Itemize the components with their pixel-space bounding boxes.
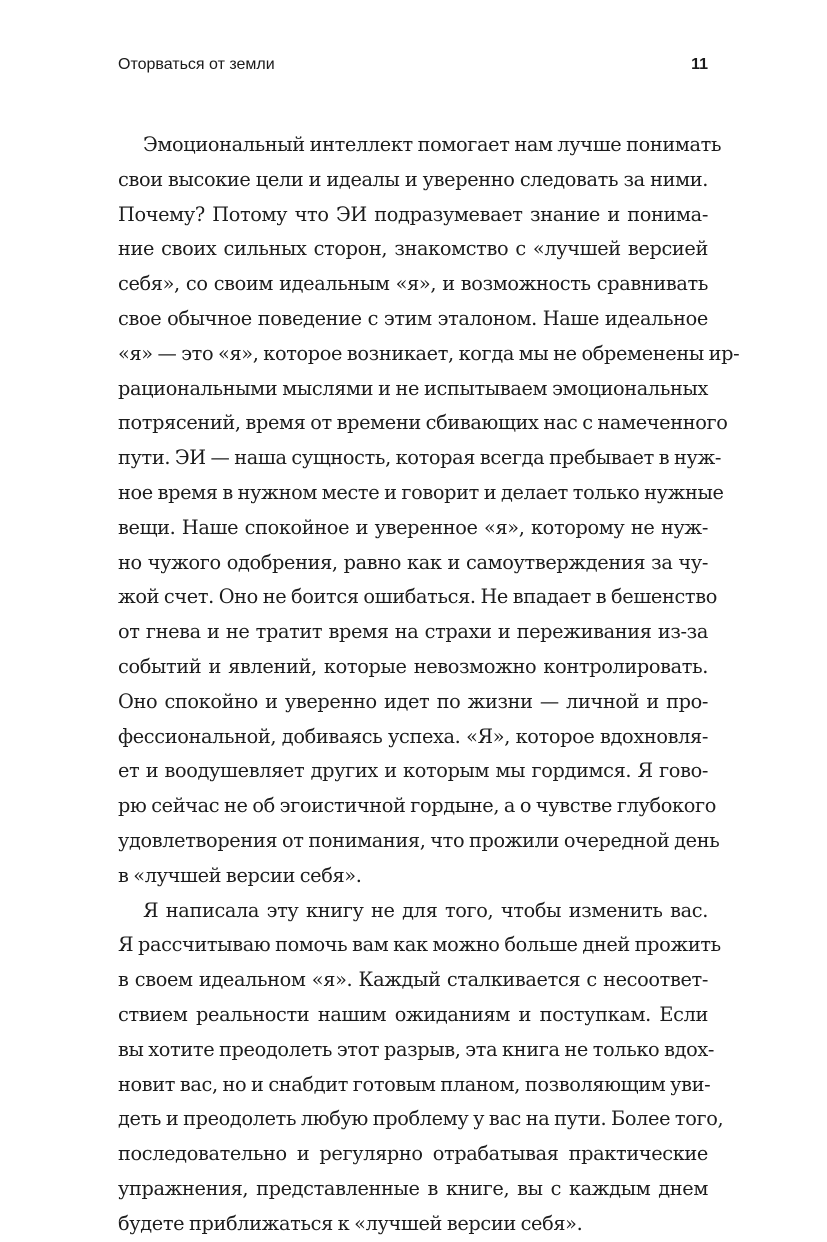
- text-line: ное время в нужном месте и говорит и делает только нужные: [118, 480, 724, 504]
- text-line: Оно спокойно и уверенно идет по жизни — личной и про-: [118, 689, 708, 713]
- text-line: будете приближаться к «лучшей версии себя».: [118, 1211, 583, 1235]
- text-line: Я написала эту книгу не для того, чтобы изменить вас.: [143, 898, 708, 922]
- text-line: от гнева и не тратит время на страхи и переживания из-за: [118, 620, 708, 644]
- text-line: в своем идеальном «я». Каждый сталкивается с несоответ-: [118, 968, 708, 992]
- text-line: деть и преодолеть любую проблему у вас на пути. Более того,: [118, 1107, 724, 1131]
- text-line: свое обычное поведение с этим эталоном. Наше идеальное: [118, 306, 708, 330]
- text-line: в «лучшей версии себя».: [118, 863, 362, 887]
- text-line: последовательно и регулярно отрабатывая практические: [118, 1142, 708, 1166]
- text-line: свои высокие цели и идеалы и уверенно следовать за ними.: [118, 167, 708, 191]
- text-line: Почему? Потому что ЭИ подразумевает знание и понима-: [118, 202, 708, 226]
- text-line: новит вас, но и снабдит готовым планом, позволяющим уви-: [118, 1072, 711, 1096]
- text-line: пути. ЭИ — наша сущность, которая всегда пребывает в нуж-: [118, 446, 722, 470]
- running-title: Оторваться от земли: [118, 56, 275, 73]
- text-line: событий и явлений, которые невозможно контролировать.: [118, 654, 708, 678]
- text-line: ние своих сильных сторон, знакомство с «лучшей версией: [118, 237, 708, 261]
- page-number: 11: [691, 56, 708, 73]
- text-line: фессиональной, добиваясь успеха. «Я», которое вдохновля-: [118, 724, 708, 748]
- text-line: ет и воодушевляет других и которым мы гордимся. Я гово-: [118, 759, 708, 783]
- text-line: упражнения, представленные в книге, вы с каждым днем: [118, 1176, 708, 1200]
- text-line: Я рассчитываю помочь вам как можно больше дней прожить: [118, 933, 721, 957]
- text-line: себя», со своим идеальным «я», и возможность сравнивать: [118, 272, 708, 296]
- text-line: вещи. Наше спокойное и уверенное «я», которому не нуж-: [118, 515, 708, 539]
- text-line: но чужого одобрения, равно как и самоутверждения за чу-: [118, 550, 708, 574]
- text-line: рю сейчас не об эгоистичной гордыне, а о чувстве глубокого: [118, 794, 717, 818]
- text-line: Эмоциональный интеллект помогает нам лучше понимать: [143, 133, 722, 156]
- text-line: «я» — это «я», которое возникает, когда мы не обременены ир-: [118, 341, 740, 365]
- text-line: вы хотите преодолеть этот разрыв, эта книга не только вдох-: [118, 1037, 715, 1061]
- paragraph: [118, 894, 724, 1242]
- running-head: [118, 56, 708, 74]
- text-line: потрясений, время от времени сбивающих нас с намеченного: [118, 411, 728, 435]
- body-text: [118, 128, 740, 1242]
- paragraph: [118, 128, 740, 894]
- text-line: рациональными мыслями и не испытываем эмоциональных: [118, 376, 708, 400]
- text-line: жой счет. Оно не боится ошибаться. Не впадает в бешенство: [118, 585, 717, 609]
- text-line: ствием реальности нашим ожиданиям и поступкам. Если: [118, 1002, 708, 1026]
- text-line: удовлетворения от понимания, что прожили очередной день: [118, 828, 720, 852]
